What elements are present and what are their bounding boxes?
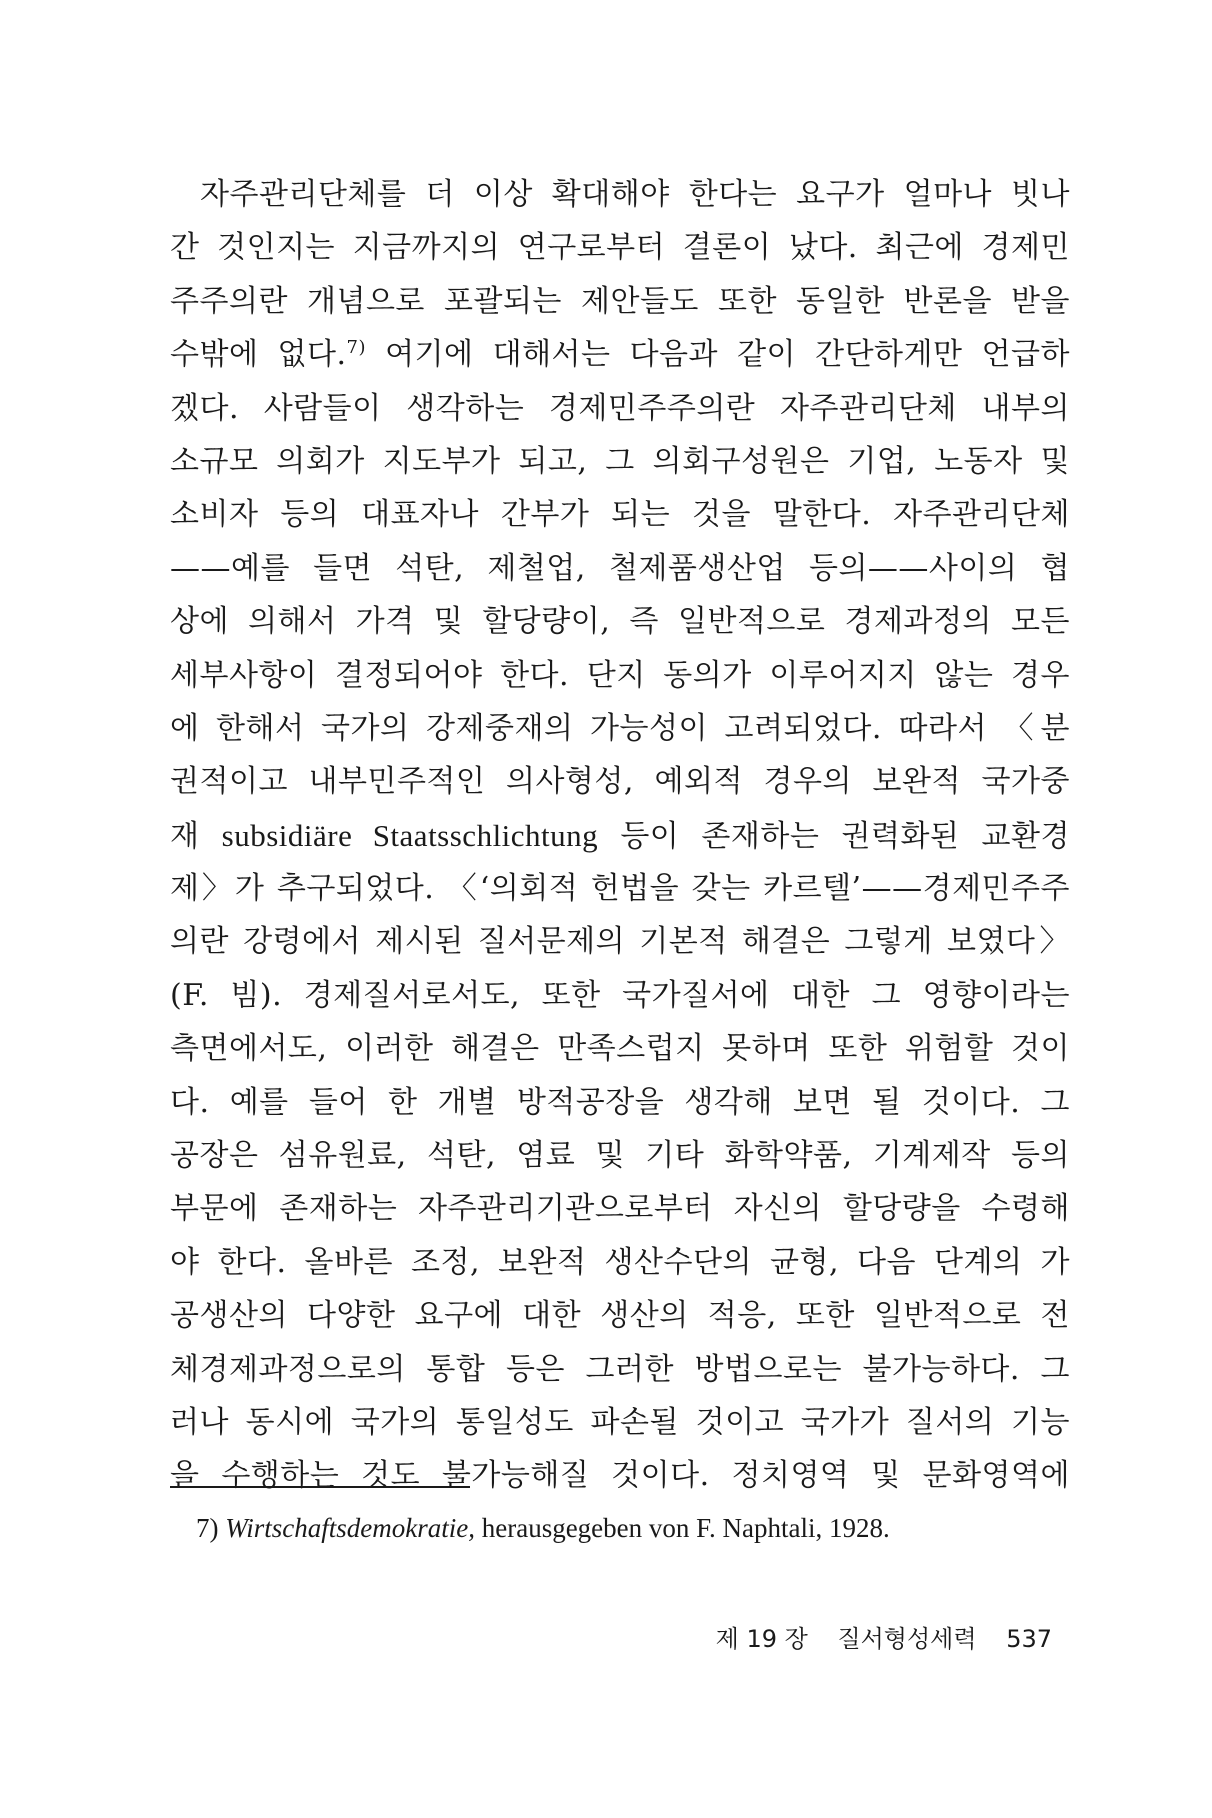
text-line: 제〉가 추구되었다. 〈‘의회적 헌법을 갖는 카르텔’——경제민주주 <box>170 871 1070 907</box>
text-line: 공장은 섬유원료, 석탄, 염료 및 기타 화학약품, 기계제작 등의 <box>170 1138 1070 1174</box>
text-line: 권적이고 내부민주적인 의사형성, 예외적 경우의 보완적 국가중 <box>170 764 1070 800</box>
text-line: 겠다. 사람들이 생각하는 경제민주주의란 자주관리단체 내부의 <box>170 390 1070 426</box>
text-line: 체경제과정으로의 통합 등은 그러한 방법으로는 불가능하다. 그 <box>170 1351 1070 1387</box>
text-segment: 여기에 대해서는 다음과 같이 간단하게만 언급하 <box>385 337 1071 373</box>
text-line: 소비자 등의 대표자나 간부가 되는 것을 말한다. 자주관리단체 <box>170 497 1070 533</box>
footnote-title: Wirtschaftsdemokratie, <box>225 1513 475 1543</box>
text-segment: 재 <box>170 818 200 854</box>
footnote-divider <box>170 1486 470 1488</box>
chapter-label: 제 19 장 <box>715 1625 808 1653</box>
text-line: 간 것인지는 지금까지의 연구로부터 결론이 났다. 최근에 경제민 <box>170 230 1070 266</box>
text-line <box>170 809 1070 862</box>
text-line: (F. 빔). 경제질서로서도, 또한 국가질서에 대한 그 영향이라는 <box>170 977 1070 1013</box>
text-line: 세부사항이 결정되어야 한다. 단지 동의가 이루어지지 않는 경우 <box>170 657 1070 693</box>
latin-term: subsidiäre Staatsschlichtung <box>221 817 599 853</box>
body-text <box>170 168 1070 1503</box>
text-line: 자주관리단체를 더 이상 확대해야 한다는 요구가 얼마나 빗나 <box>200 177 1070 212</box>
text-line: 측면에서도, 이러한 해결은 만족스럽지 못하며 또한 위험할 것이 <box>170 1031 1070 1067</box>
footnote-number: 7) <box>196 1513 219 1543</box>
text-line: 다. 예를 들어 한 개별 방적공장을 생각해 보면 될 것이다. 그 <box>170 1084 1070 1120</box>
text-line: 주주의란 개념으로 포괄되는 제안들도 또한 동일한 반론을 받을 <box>170 283 1070 319</box>
chapter-title: 질서형성세력 <box>837 1625 977 1653</box>
text-line: ——예를 들면 석탄, 제철업, 철제품생산업 등의——사이의 협 <box>170 550 1070 586</box>
text-line: 을 수행하는 것도 불가능해질 것이다. 정치영역 및 문화영역에 <box>170 1458 1070 1494</box>
text-line: 부문에 존재하는 자주관리기관으로부터 자신의 할당량을 수령해 <box>170 1191 1070 1227</box>
text-line: 공생산의 다양한 요구에 대한 생산의 적응, 또한 일반적으로 전 <box>170 1298 1070 1334</box>
text-line: 소규모 의회가 지도부가 되고, 그 의회구성원은 기업, 노동자 및 <box>170 443 1070 479</box>
text-line: 러나 동시에 국가의 통일성도 파손될 것이고 국가가 질서의 기능 <box>170 1404 1070 1440</box>
text-segment: 등이 존재하는 권력화된 교환경 <box>620 818 1070 854</box>
footnote-reference: 7) <box>346 337 366 359</box>
text-line <box>170 328 1070 381</box>
footnote <box>196 1508 890 1548</box>
text-line: 의란 강령에서 제시된 질서문제의 기본적 해결은 그렇게 보였다〉 <box>170 924 1070 960</box>
text-line: 야 한다. 올바른 조정, 보완적 생산수단의 균형, 다음 단계의 가 <box>170 1244 1070 1280</box>
text-segment: 수밖에 없다. <box>170 337 347 373</box>
footnote-text: herausgegeben von F. Naphtali, 1928. <box>481 1513 890 1543</box>
page-number: 537 <box>1006 1625 1052 1653</box>
text-line: 에 한해서 국가의 강제중재의 가능성이 고려되었다. 따라서 〈분 <box>170 710 1070 746</box>
text-line: 상에 의해서 가격 및 할당량이, 즉 일반적으로 경제과정의 모든 <box>170 604 1070 640</box>
page-footer <box>716 1622 1052 1656</box>
